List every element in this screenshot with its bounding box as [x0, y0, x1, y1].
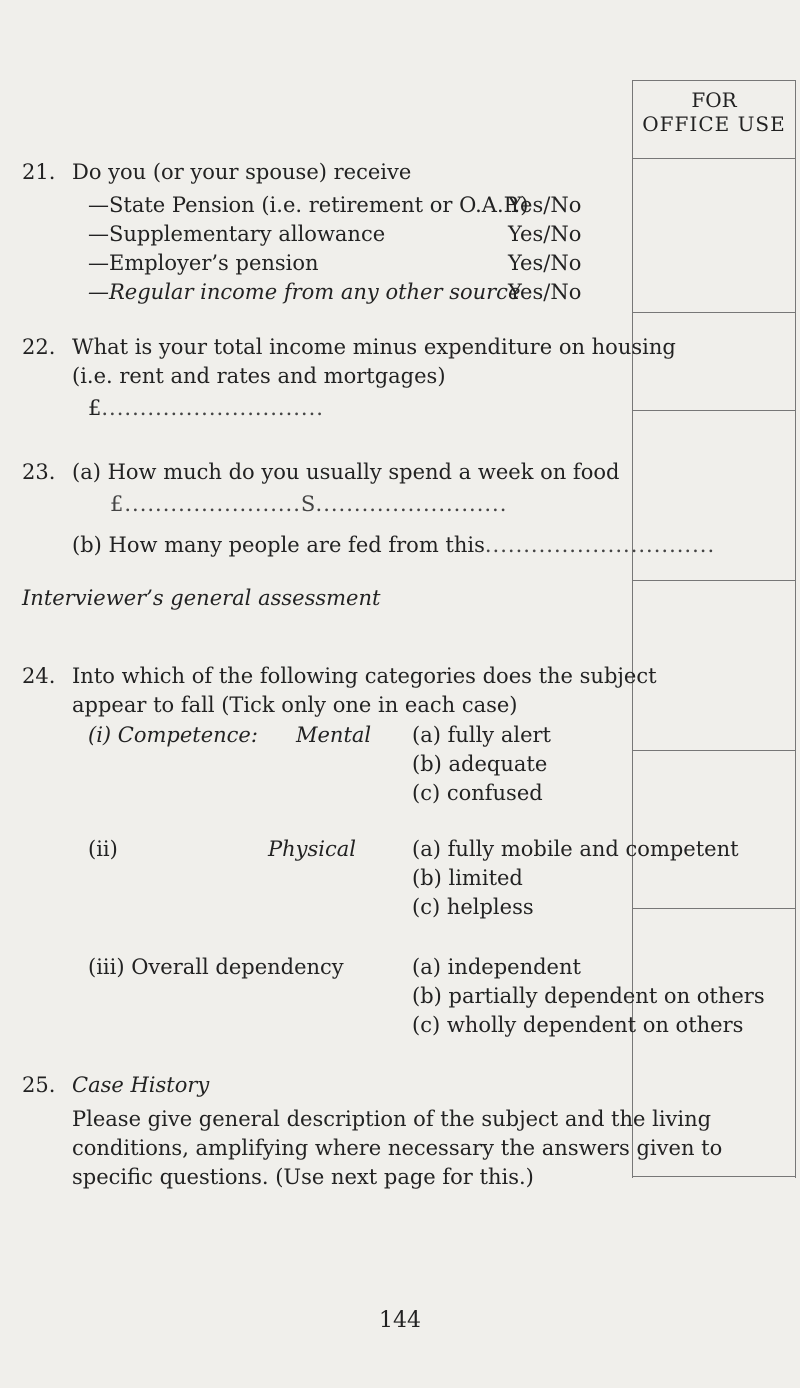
q24-i-sub: Mental — [296, 723, 372, 747]
q22-number: 22. — [22, 335, 56, 359]
q24-ii-option: (b) limited — [412, 866, 523, 890]
office-divider-head — [632, 158, 796, 159]
assessment-heading: Interviewer’s general assessment — [22, 586, 381, 610]
q23-number: 23. — [22, 460, 56, 484]
answer-dots: ............................. — [101, 396, 324, 420]
q24-iii-label: (iii) Overall dependency — [88, 955, 344, 979]
q21-item-label: —Supplementary allowance — [88, 222, 386, 246]
q21-item-label: —State Pension (i.e. retirement or O.A.P.) — [88, 193, 529, 217]
q22-line1: What is your total income minus expenditure on housing — [72, 335, 676, 359]
office-divider-q22 — [632, 410, 796, 411]
q24-iii-option: (c) wholly dependent on others — [412, 1013, 744, 1037]
q24-i-option: (b) adequate — [412, 752, 548, 776]
office-head-line2: OFFICE USE — [642, 112, 786, 136]
q25-line: Please give general description of the subject and the living — [72, 1107, 712, 1131]
q24-i-option: (a) fully alert — [412, 723, 551, 747]
q24-i-label: (i) Competence: — [88, 723, 258, 747]
q25-title: Case History — [72, 1073, 210, 1097]
q21-item-label: —Regular income from any other source — [88, 280, 521, 304]
q23a-answer-line: £.......................S......................... — [110, 492, 508, 516]
q21-item-answer: Yes/No — [508, 222, 582, 246]
office-divider-q23 — [632, 580, 796, 581]
q25-line: specific questions. (Use next page for this.) — [72, 1165, 534, 1189]
office-divider-q24ii — [632, 908, 796, 909]
q24-line2: appear to fall (Tick only one in each case) — [72, 693, 518, 717]
office-head-line1: FOR — [691, 88, 737, 112]
q24-ii-option: (c) helpless — [412, 895, 534, 919]
q25-line: conditions, amplifying where necessary the answers given to — [72, 1136, 723, 1160]
q21-item-answer: Yes/No — [508, 251, 582, 275]
office-divider-q21 — [632, 312, 796, 313]
q24-ii-option: (a) fully mobile and competent — [412, 837, 739, 861]
page-number: 144 — [379, 1308, 421, 1333]
q22-line2: (i.e. rent and rates and mortgages) — [72, 364, 446, 388]
q21-item-answer: Yes/No — [508, 280, 582, 304]
q24-iii-option: (a) independent — [412, 955, 581, 979]
q21-item-answer: Yes/No — [508, 193, 582, 217]
q24-number: 24. — [22, 664, 56, 688]
office-right-border — [795, 80, 796, 1178]
q25-number: 25. — [22, 1073, 56, 1097]
q23b-line — [72, 533, 715, 557]
q23b-text: (b) How many people are fed from this — [72, 533, 485, 557]
q23b-dots: .............................. — [484, 533, 716, 557]
q24-line1: Into which of the following categories does the subject — [72, 664, 657, 688]
currency-symbol: £ — [88, 396, 102, 420]
office-use-header — [632, 80, 796, 160]
office-divider-q24i — [632, 750, 796, 751]
q24-ii-sub: Physical — [268, 837, 357, 861]
q24-iii-option: (b) partially dependent on others — [412, 984, 765, 1008]
q24-ii-label: (ii) — [88, 837, 118, 861]
q22-answer-line — [88, 396, 324, 420]
q21-number: 21. — [22, 160, 56, 184]
q21-item-label: —Employer’s pension — [88, 251, 319, 275]
q21-text: Do you (or your spouse) receive — [72, 160, 412, 184]
office-bottom-border — [632, 1176, 796, 1177]
q24-i-option: (c) confused — [412, 781, 543, 805]
q23a-text: (a) How much do you usually spend a week on food — [72, 460, 620, 484]
